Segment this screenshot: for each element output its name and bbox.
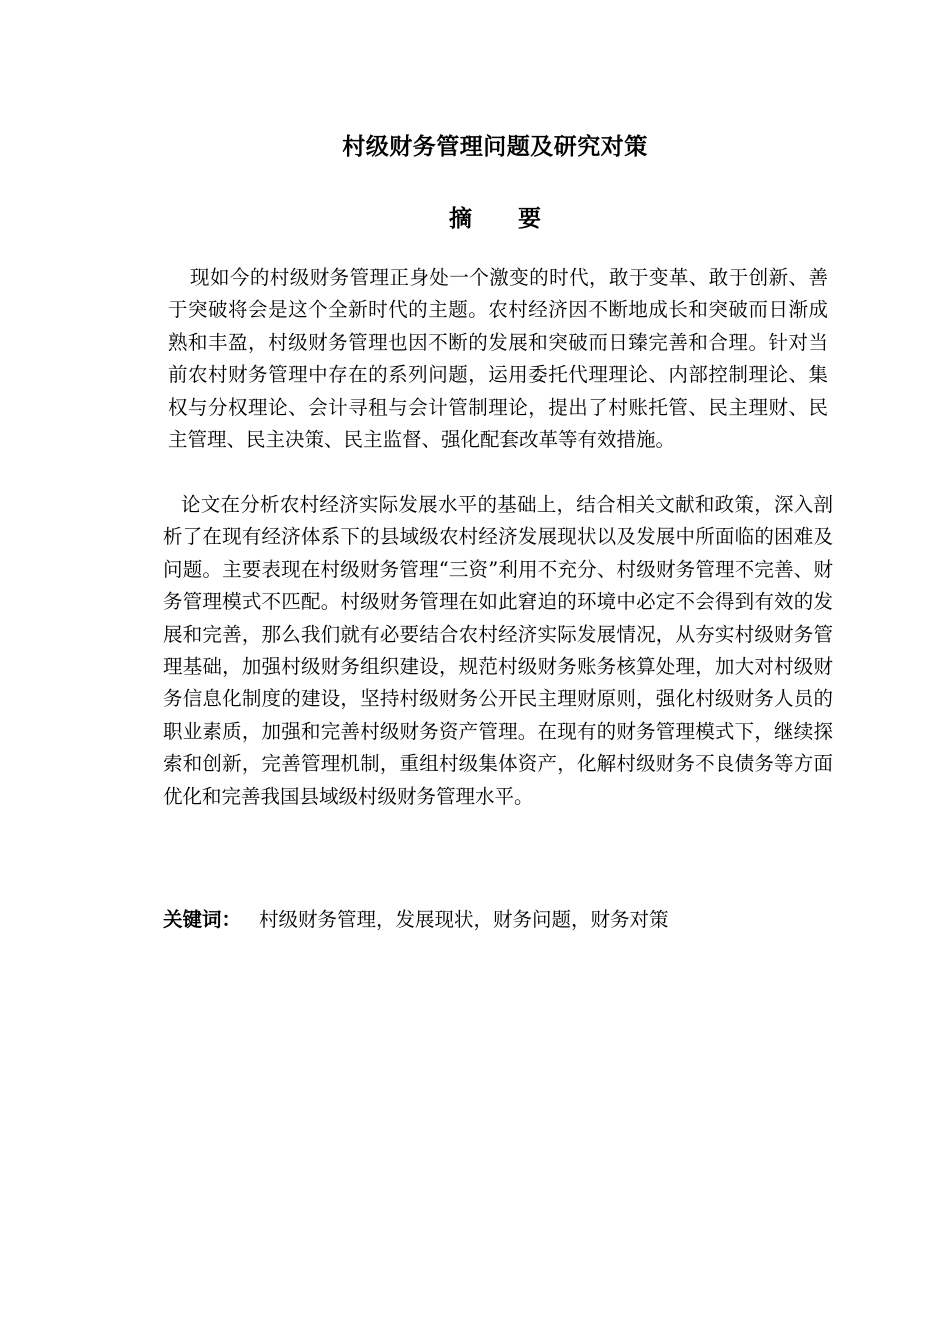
abstract-paragraph-2: 论文在分析农村经济实际发展水平的基础上，结合相关文献和政策，深入剖析了在现有经济体系下的县域级农村经济发展现状以及发展中所面临的困难及问题。主要表现在村级财务管理“三资”利用不充分、村级财务管理不完善、财务管理模式不匹配。村级财务管理在如此窘迫的环境中必定不会得到有效的发展和完善，那么我们就有必要结合农村经济实际发展情况，从夯实村级财务管理基础，加强村级财务组织建设，规范村级财务账务核算处理，加大对村级财务信息化制度的建设，坚持村级财务公开民主理财原则，强化村级财务人员的职业素质，加强和完善村级财务资产管理。在现有的财务管理模式下，继续探索和创新，完善管理机制，重组村级集体资产，化解村级财务不良债务等方面优化和完善我国县域级村级财务管理水平。 [163, 493, 833, 808]
keywords-text: 村级财务管理，发展现状，财务问题，财务对策 [259, 908, 669, 931]
abstract-heading-char-2: 要 [518, 206, 541, 232]
paper-title: 村级财务管理问题及研究对策 [342, 134, 648, 160]
keywords-label: 关键词： [163, 908, 242, 931]
abstract-paragraph-1: 现如今的村级财务管理正身处一个激变的时代，敢于变革、敢于创新、善于突破将会是这个全新时代的主题。农村经济因不断地成长和突破而日渐成熟和丰盈，村级财务管理也因不断的发展和突破而日臻完善和合理。针对当前农村财务管理中存在的系列问题，运用委托代理理论、内部控制理论、集权与分权理论、会计寻租与会计管制理论，提出了村账托管、民主理财、民主管理、民主决策、民主监督、强化配套改革等有效措施。 [168, 266, 828, 452]
keywords-line [163, 905, 863, 935]
abstract-heading-char-1: 摘 [449, 206, 472, 232]
abstract-heading [0, 200, 950, 233]
